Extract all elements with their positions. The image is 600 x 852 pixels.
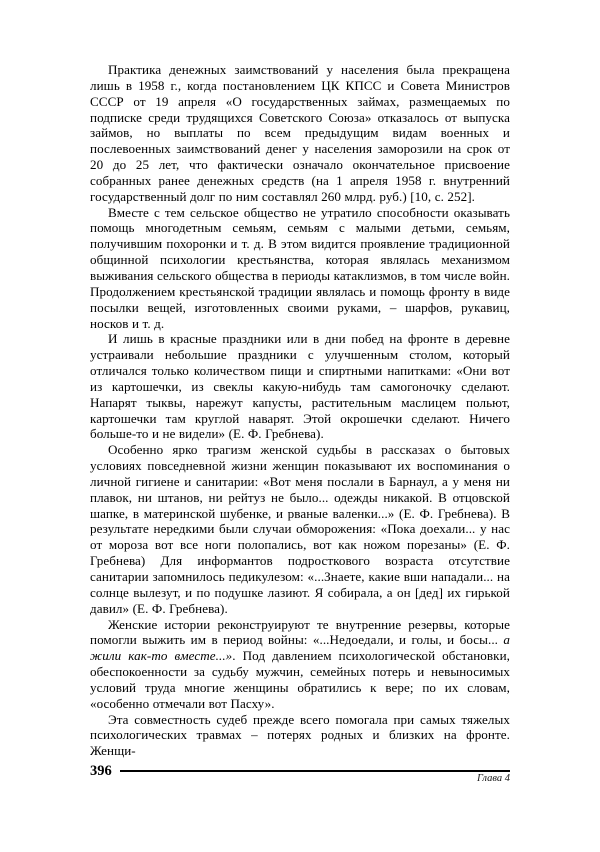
paragraph-5-segment-quote-italic: а жили как-то вместе...» <box>90 632 510 664</box>
paragraph-4: Особенно ярко трагизм женской судьбы в рассказах о бытовых условиях повседневной жизни женщин показывают их воспоминания о личной гигиене и санитарии: «Вот меня послали в Барнаул, а у меня ни плавок, ни штанов, ни рейтуз не было... одежды никакой. В отцовской шапке, в материнской шубенке, и рваные валенки...» (Е. Ф. Гребнева). В результате нередкими были случаи обморожения: «Пока доехали... у нас от мороза вот все ноги полопались, вот как ножом порезаны» (Е. Ф. Гребнева) Для информантов подросткового возраста отсутствие санитарии запомнилось педикулезом: «...Знаете, какие вши нападали... на солнце вылезут, и по подушке лазиют. Я собирала, а он [дед] их гирькой давил» (Е. Ф. Гребнева). <box>90 442 510 616</box>
paragraph-5-segment-lead: Женские истории реконструируют те внутренние резервы, которые помогли выжить им в период войны: «...Недоедали, и голы, и босы... <box>90 616 510 648</box>
page-number: 396 <box>90 763 112 779</box>
chapter-label: Глава 4 <box>477 773 510 784</box>
footer-divider-rule <box>120 770 510 772</box>
page-text-body <box>90 62 510 759</box>
paragraph-1: Практика денежных заимствований у населения была прекращена лишь в 1958 г., когда постановлением ЦК КПСС и Совета Министров СССР от 19 апреля «О государственных займах, размещаемых по подписке среди трудящихся Советского Союза» отказалось от выпуска займов, но выплаты по всем предыдущим видам военных и послевоенных заимствований денег у населения заморозили на срок от 20 до 25 лет, что фактически означало окончательное присвоение собранных ранее денежных средств (на 1 апреля 1958 г. внутренний государственный долг по ним составлял 260 млрд. руб.) [10, с. 252]. <box>90 62 510 204</box>
paragraph-5 <box>90 617 510 712</box>
paragraph-5-segment-tail: . Под давлением психологической обстановки, обеспокоенности за судьбу мужчин, семейных потерь и невыносимых условий труда многие женщины обратились к вере; по их словам, «особенно отмечали вот Пасху». <box>90 648 510 711</box>
page-footer <box>90 762 510 788</box>
paragraph-3: И лишь в красные праздники или в дни побед на фронте в деревне устраивали небольшие праздники с улучшенным столом, который отличался только количеством пищи и спиртными напитками: «Они вот из картошечки, из свеклы какую-нибудь там самогоночку сделают. Напарят тыквы, нарежут капусты, растительным маслицем польют, картошечки там круглой наварят. Этой окрошечки сделают. Ничего больше-то и не видели» (Е. Ф. Гребнева). <box>90 331 510 442</box>
paragraph-2: Вместе с тем сельское общество не утратило способности оказывать помощь многодетным семьям, семьям с малыми детьми, семьям, получившим похоронки и т. д. В этом видится проявление традиционной общинной психологии крестьянства, которая являлась механизмом выживания сельского общества в периоды катаклизмов, в том числе войн. Продолжением крестьянской традиции являлась и помощь фронту в виде посылки вещей, изготовленных своими руками, – шарфов, рукавиц, носков и т. д. <box>90 204 510 331</box>
paragraph-6: Эта совместность судеб прежде всего помогала при самых тяжелых психологических травмах – потерях родных и близких на фронте. Женщи- <box>90 711 510 759</box>
